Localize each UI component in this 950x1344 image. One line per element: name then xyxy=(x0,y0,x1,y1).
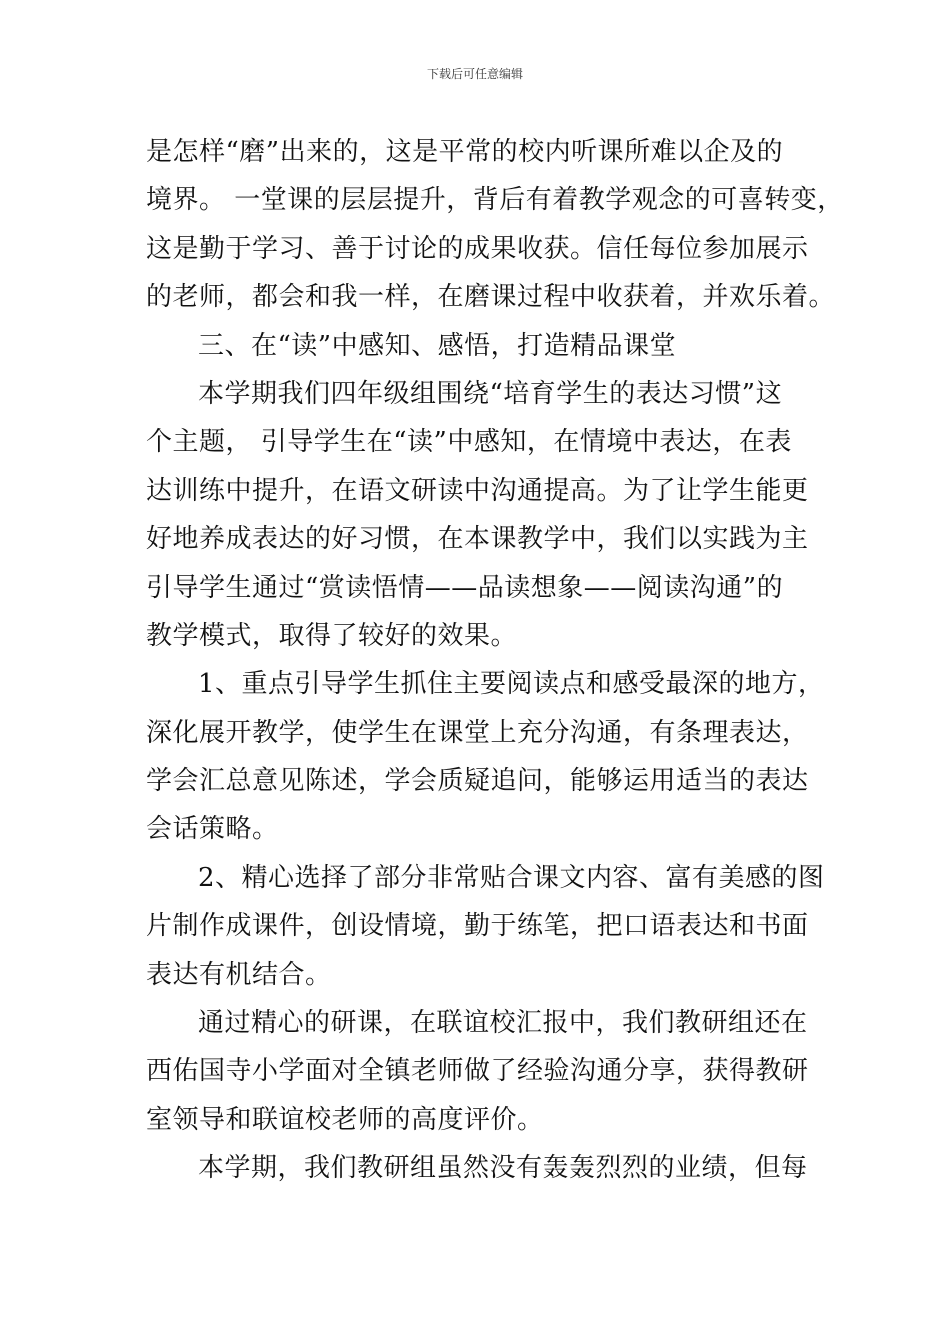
text-line: 的老师，都会和我一样，在磨课过程中收获着，并欢乐着。 xyxy=(146,282,836,313)
text-line: 境界。 一堂课的层层提升，背后有着教学观念的可喜转变， xyxy=(146,185,844,216)
text-line: 教学模式，取得了较好的效果。 xyxy=(146,620,518,651)
paragraph-start: 本学期我们四年级组围绕“培育学生的表达习惯”这 xyxy=(198,378,783,409)
paragraph-start: 本学期，我们教研组虽然没有轰轰烈烈的业绩，但每 xyxy=(198,1153,808,1184)
text-line: 个主题， 引导学生在“读”中感知，在情境中表达，在表 xyxy=(146,427,792,458)
list-item-1: 1、重点引导学生抓住主要阅读点和感受最深的地方， xyxy=(198,669,825,700)
text-line: 会话策略。 xyxy=(146,814,279,845)
text-line: 表达有机结合。 xyxy=(146,959,332,990)
page-header: 下载后可任意编辑 xyxy=(426,67,523,81)
section-heading: 三、在“读”中感知、感悟，打造精品课堂 xyxy=(198,330,677,361)
text-line: 深化展开教学，使学生在课堂上充分沟通，有条理表达， xyxy=(146,717,809,748)
text-line: 室领导和联谊校老师的高度评价。 xyxy=(146,1104,544,1135)
text-line: 西佑国寺小学面对全镇老师做了经验沟通分享，获得教研 xyxy=(146,1056,809,1087)
paragraph-start: 通过精心的研课，在联谊校汇报中，我们教研组还在 xyxy=(198,1008,808,1039)
text-line: 引导学生通过“赏读悟情——品读想象——阅读沟通”的 xyxy=(146,572,784,603)
text-line: 好地养成表达的好习惯，在本课教学中，我们以实践为主 xyxy=(146,524,809,555)
list-item-2: 2、精心选择了部分非常贴合课文内容、富有美感的图 xyxy=(198,862,825,893)
document-body xyxy=(146,128,844,1193)
text-line: 达训练中提升，在语文研读中沟通提高。为了让学生能更 xyxy=(146,475,809,506)
text-line: 片制作成课件，创设情境，勤于练笔，把口语表达和书面 xyxy=(146,911,809,942)
text-line: 这是勤于学习、善于讨论的成果收获。信任每位参加展示 xyxy=(146,233,809,264)
text-line: 是怎样“磨”出来的，这是平常的校内听课所难以企及的 xyxy=(146,137,784,167)
text-line: 学会汇总意见陈述，学会质疑追问，能够运用适当的表达 xyxy=(146,766,809,797)
